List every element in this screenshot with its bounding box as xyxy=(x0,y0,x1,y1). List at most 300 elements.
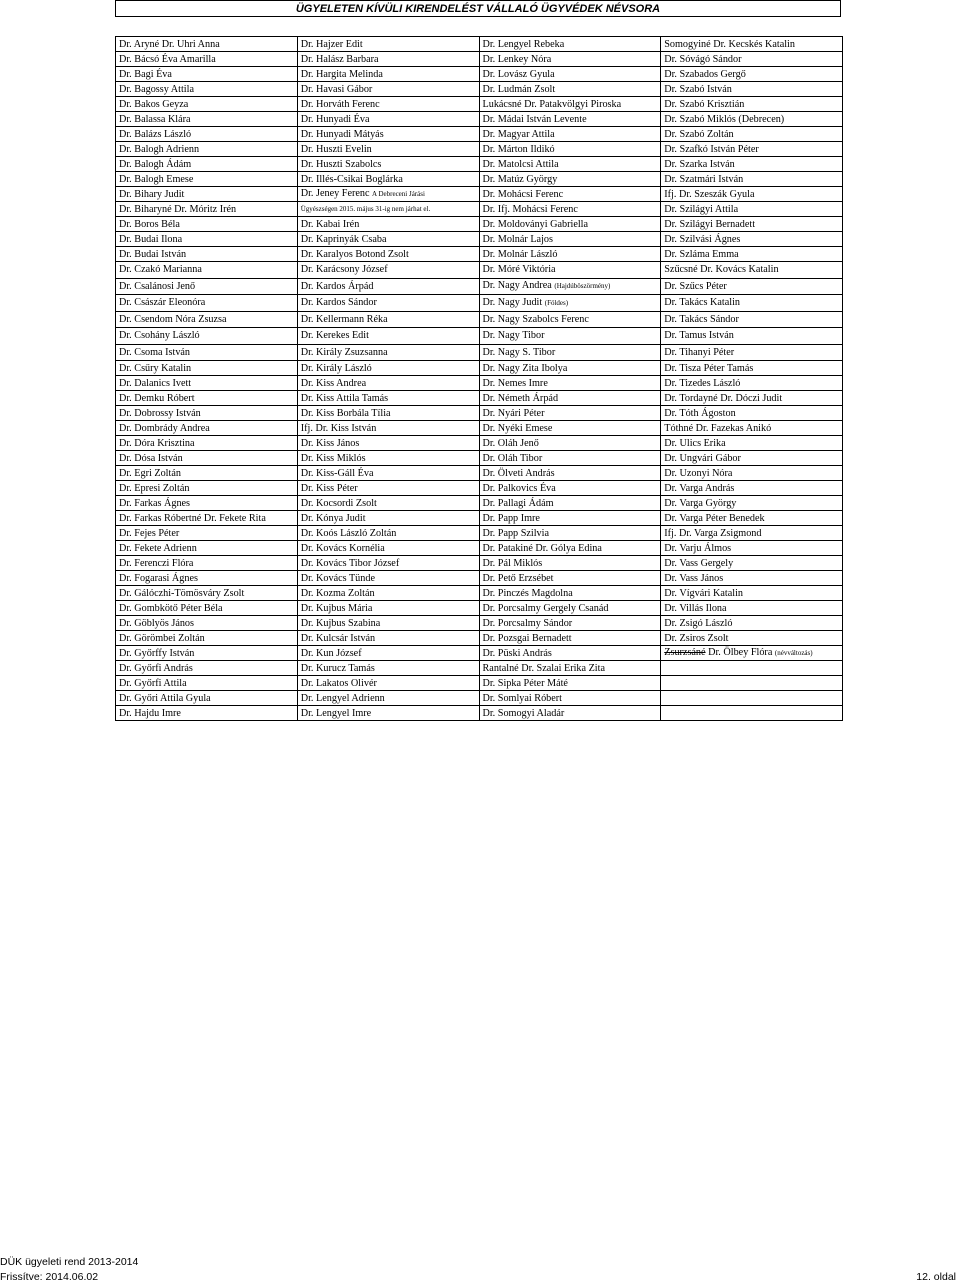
table-cell xyxy=(116,97,298,112)
table-cell xyxy=(661,406,843,421)
table-cell xyxy=(116,67,298,82)
lawyer-name: Dr. Koós László Zoltán xyxy=(300,527,397,539)
lawyer-name: Dr. Matolcsi Attila xyxy=(482,158,559,170)
lawyer-name: Dr. Márton Ildikó xyxy=(482,143,555,155)
lawyer-name: Dr. Szarka István xyxy=(664,158,735,170)
table-cell xyxy=(661,676,843,691)
table-row xyxy=(116,376,843,391)
lawyer-name: Dr. Pallagi Ádám xyxy=(482,497,554,509)
lawyer-name: Dr. Halász Barbara xyxy=(300,53,379,65)
lawyer-name: Dr. Pinczés Magdolna xyxy=(482,587,573,599)
lawyer-name: Dr. Vass Gergely xyxy=(664,557,734,569)
lawyer-name: Dr. Dósa István xyxy=(119,452,183,464)
table-cell xyxy=(661,52,843,67)
table-row xyxy=(116,232,843,247)
table-row xyxy=(116,328,843,345)
table-row xyxy=(116,217,843,232)
table-cell xyxy=(297,586,479,601)
table-cell xyxy=(479,37,661,52)
table-cell xyxy=(479,232,661,247)
lawyer-name: Dr. Somogyi Aladár xyxy=(482,707,565,719)
table-cell xyxy=(479,187,661,202)
lawyer-name: Lukácsné Dr. Patakvölgyi Piroska xyxy=(482,98,622,110)
lawyer-name: Dr. Király László xyxy=(300,362,372,374)
lawyer-name: Dr. Kaprinyák Csaba xyxy=(300,233,387,245)
lawyer-name: Dr. Bihary Judit xyxy=(119,188,185,200)
table-cell xyxy=(297,311,479,328)
table-row xyxy=(116,391,843,406)
table-cell xyxy=(479,436,661,451)
lawyer-name: Dr. Pozsgai Bernadett xyxy=(482,632,572,644)
lawyer-name: Dr. Szafkó István Péter xyxy=(664,143,759,155)
lawyer-name: Dr. Tóth Ágoston xyxy=(664,407,736,419)
table-row xyxy=(116,541,843,556)
table-cell xyxy=(661,376,843,391)
lawyer-name: Dr. Bácsó Éva Amarilla xyxy=(119,53,216,65)
table-cell xyxy=(297,262,479,279)
lawyer-name: Dr. Varju Álmos xyxy=(664,542,732,554)
table-cell xyxy=(661,421,843,436)
table-cell xyxy=(661,601,843,616)
lawyer-name: Dr. Takács Sándor xyxy=(664,313,739,325)
lawyer-name: Dr. Szabó Miklós (Debrecen) xyxy=(664,113,785,125)
lawyer-name: Dr. Karalyos Botond Zsolt xyxy=(300,248,409,260)
table-cell xyxy=(116,187,298,202)
table-row xyxy=(116,526,843,541)
table-row xyxy=(116,676,843,691)
table-cell xyxy=(116,676,298,691)
table-cell xyxy=(479,541,661,556)
table-cell xyxy=(661,172,843,187)
lawyer-name: Dr. Ulics Erika xyxy=(664,437,726,449)
table-cell xyxy=(297,157,479,172)
lawyer-name: Dr. Nagy Zita Ibolya xyxy=(482,362,568,374)
lawyer-name: Dr. Hunyadi Éva xyxy=(300,113,370,125)
table-cell xyxy=(297,37,479,52)
table-cell xyxy=(661,262,843,279)
table-row xyxy=(116,278,843,295)
table-cell xyxy=(661,142,843,157)
lawyer-name: Dr. Kellermann Réka xyxy=(300,313,388,325)
lawyer-name: Dr. Fekete Adrienn xyxy=(119,542,197,554)
lawyer-name: Dr. Balázs László xyxy=(119,128,192,140)
lawyer-name: Dr. Győri Attila Gyula xyxy=(119,692,211,704)
lawyer-name: Dr. Porcsalmy Sándor xyxy=(482,617,573,629)
table-cell xyxy=(479,157,661,172)
table-cell xyxy=(479,172,661,187)
lawyer-name: Dr. Dobrossy István xyxy=(119,407,201,419)
cell-note: (Földes) xyxy=(544,298,569,307)
lawyer-name: Dr. Budai István xyxy=(119,248,187,260)
table-cell xyxy=(661,541,843,556)
lawyer-name: Dr. Aryné Dr. Uhri Anna xyxy=(119,38,220,50)
lawyer-name: Dr. Nagy S. Tibor xyxy=(482,346,556,358)
lawyer-name: Ifj. Dr. Szeszák Gyula xyxy=(664,188,755,200)
table-row xyxy=(116,311,843,328)
table-cell xyxy=(116,344,298,361)
table-row xyxy=(116,361,843,376)
lawyer-name: Dr. Takács Katalin xyxy=(664,297,741,309)
table-cell xyxy=(297,451,479,466)
table-cell xyxy=(116,311,298,328)
table-cell xyxy=(297,526,479,541)
table-cell xyxy=(479,361,661,376)
lawyer-name: Dr. Somlyai Róbert xyxy=(482,692,563,704)
lawyer-name: Dr. Kiss Borbála Tília xyxy=(300,407,391,419)
lawyer-name: Dr. Papp Szilvia xyxy=(482,527,549,539)
table-cell xyxy=(297,247,479,262)
table-row xyxy=(116,202,843,217)
table-cell xyxy=(297,82,479,97)
table-cell xyxy=(116,37,298,52)
table-cell xyxy=(116,82,298,97)
lawyer-name: Dr. Császár Eleonóra xyxy=(119,297,206,309)
table-row xyxy=(116,616,843,631)
lawyer-name: Dr. Kerekes Edit xyxy=(300,330,369,342)
table-row xyxy=(116,451,843,466)
table-cell xyxy=(116,391,298,406)
lawyer-name: Dr. Kiss-Gáll Éva xyxy=(300,467,374,479)
lawyer-name: Dr. Vass János xyxy=(664,572,724,584)
table-cell xyxy=(297,172,479,187)
table-cell xyxy=(116,481,298,496)
table-row xyxy=(116,646,843,661)
lawyer-name: Ifj. Dr. Kiss István xyxy=(300,422,377,434)
table-row xyxy=(116,112,843,127)
lawyer-name: Dr. Kujbus Szabina xyxy=(300,617,381,629)
table-cell xyxy=(116,526,298,541)
lawyer-name: Dr. Lengyel Rebeka xyxy=(482,38,565,50)
table-cell xyxy=(297,466,479,481)
lawyer-name: Dr. Kardos Árpád xyxy=(300,280,374,292)
table-cell xyxy=(116,571,298,586)
table-row xyxy=(116,511,843,526)
cell-note: (névváltozás) xyxy=(774,649,813,657)
table-cell xyxy=(297,112,479,127)
lawyer-name: Dr. Kabai Irén xyxy=(300,218,360,230)
table-cell xyxy=(479,631,661,646)
lawyer-name: Dr. Kiss János xyxy=(300,437,360,449)
table-row xyxy=(116,187,843,202)
table-cell xyxy=(479,202,661,217)
table-cell xyxy=(297,511,479,526)
table-cell xyxy=(297,127,479,142)
table-cell xyxy=(661,187,843,202)
table-cell xyxy=(661,706,843,721)
table-cell xyxy=(479,52,661,67)
lawyer-name: Dr. Mádai István Levente xyxy=(482,113,587,125)
lawyer-name: Dr. Varga András xyxy=(664,482,735,494)
lawyer-name: Dr. Kiss Andrea xyxy=(300,377,367,389)
table-cell xyxy=(661,202,843,217)
table-cell xyxy=(297,646,479,661)
lawyer-name: Dr. Huszti Szabolcs xyxy=(300,158,382,170)
table-cell xyxy=(661,247,843,262)
table-row xyxy=(116,466,843,481)
lawyer-name: Dr. Lakatos Olivér xyxy=(300,677,377,689)
table-cell xyxy=(297,217,479,232)
lawyer-name: Dr. Huszti Evelin xyxy=(300,143,372,155)
lawyer-name: Dr. Nyéki Emese xyxy=(482,422,553,434)
table-cell xyxy=(116,646,298,661)
footer-page-number: 12. oldal xyxy=(916,1271,956,1283)
lawyer-name: Dr. Csalánosi Jenő xyxy=(119,280,196,292)
table-cell xyxy=(479,601,661,616)
table-row xyxy=(116,97,843,112)
table-row xyxy=(116,172,843,187)
table-cell xyxy=(116,328,298,345)
lawyer-name: Dr. Kovács Kornélia xyxy=(300,542,385,554)
table-cell xyxy=(479,661,661,676)
table-row xyxy=(116,586,843,601)
lawyer-name: Dr. Horváth Ferenc xyxy=(300,98,380,110)
table-cell xyxy=(297,391,479,406)
table-cell xyxy=(116,278,298,295)
table-cell xyxy=(297,691,479,706)
lawyer-name: Dr. Ludmán Zsolt xyxy=(482,83,556,95)
lawyer-name: Dr. Göblyös János xyxy=(119,617,194,629)
table-row xyxy=(116,661,843,676)
lawyer-name: Dr. Németh Árpád xyxy=(482,392,559,404)
table-cell xyxy=(116,541,298,556)
lawyer-name: Dr. Patakiné Dr. Gólya Edina xyxy=(482,542,602,554)
table-cell xyxy=(297,616,479,631)
table-cell xyxy=(297,676,479,691)
lawyer-name: Dr. Ölveti András xyxy=(482,467,555,479)
lawyer-name: Dr. Kiss Attila Tamás xyxy=(300,392,389,404)
table-cell xyxy=(297,421,479,436)
table-row xyxy=(116,601,843,616)
footer-schedule-label: DÜK ügyeleti rend 2013-2014 xyxy=(0,1256,139,1268)
lawyer-name: Dr. Papp Imre xyxy=(482,512,540,524)
table-cell xyxy=(661,586,843,601)
lawyer-name: Dr. Balogh Ádám xyxy=(119,158,192,170)
table-cell xyxy=(479,676,661,691)
lawyer-name: Dr. Dalanics Ivett xyxy=(119,377,192,389)
lawyer-name: Dr. Palkovics Éva xyxy=(482,482,556,494)
lawyer-name: Dr. Bagi Éva xyxy=(119,68,172,80)
table-row xyxy=(116,631,843,646)
table-cell xyxy=(479,344,661,361)
table-cell xyxy=(116,262,298,279)
lawyer-name: Dr. Kónya Judit xyxy=(300,512,366,524)
lawyer-name: Dr. Hargita Melinda xyxy=(300,68,383,80)
lawyer-name: Dr. Kiss Péter xyxy=(300,482,358,494)
table-cell xyxy=(116,706,298,721)
lawyer-name: Dr. Budai Ilona xyxy=(119,233,183,245)
lawyer-name: Dr. Oláh Jenő xyxy=(482,437,539,449)
lawyer-name: Dr. Nagy Tibor xyxy=(482,330,545,342)
table-cell xyxy=(479,706,661,721)
lawyer-name: Dr. Farkas Ágnes xyxy=(119,497,191,509)
table-row xyxy=(116,37,843,52)
lawyer-name: Dr. Ungvári Gábor xyxy=(664,452,741,464)
table-cell xyxy=(479,247,661,262)
lawyer-roster-table xyxy=(115,36,843,721)
table-cell xyxy=(116,691,298,706)
lawyer-name: Dr. Jeney Ferenc xyxy=(300,188,370,199)
table-cell xyxy=(116,247,298,262)
table-cell xyxy=(297,52,479,67)
lawyer-name: Dr. Balogh Adrienn xyxy=(119,143,200,155)
lawyer-name: Dr. Nagy Szabolcs Ferenc xyxy=(482,313,589,325)
table-cell xyxy=(661,278,843,295)
table-cell xyxy=(116,436,298,451)
lawyer-name: Dr. Pető Erzsébet xyxy=(482,572,554,584)
lawyer-name: Dr. Karácsony József xyxy=(300,264,388,276)
lawyer-name: Dr. Tordayné Dr. Dóczi Judit xyxy=(664,392,783,404)
table-cell xyxy=(479,67,661,82)
table-cell xyxy=(661,451,843,466)
table-cell xyxy=(479,112,661,127)
lawyer-name: Dr. Mohácsi Ferenc xyxy=(482,188,564,200)
lawyer-name: Dr. Lengyel Adrienn xyxy=(300,692,385,704)
table-cell xyxy=(479,586,661,601)
table-row xyxy=(116,436,843,451)
table-cell xyxy=(297,601,479,616)
table-cell xyxy=(479,556,661,571)
table-cell xyxy=(297,406,479,421)
table-cell xyxy=(479,82,661,97)
table-row xyxy=(116,157,843,172)
lawyer-name: Dr. Győrfi András xyxy=(119,662,193,674)
table-cell xyxy=(661,82,843,97)
table-cell xyxy=(116,112,298,127)
table-cell xyxy=(116,232,298,247)
table-cell xyxy=(116,172,298,187)
table-cell xyxy=(297,376,479,391)
lawyer-name: Dr. Szilágyi Bernadett xyxy=(664,218,756,230)
lawyer-name: Dr. Szilvási Ágnes xyxy=(664,233,741,245)
table-row xyxy=(116,556,843,571)
table-cell xyxy=(297,187,479,202)
table-cell xyxy=(661,37,843,52)
table-cell xyxy=(116,631,298,646)
lawyer-name: Dr. Hajzer Edit xyxy=(300,38,363,50)
table-cell xyxy=(116,361,298,376)
lawyer-name: Dr. Magyar Attila xyxy=(482,128,555,140)
table-row xyxy=(116,344,843,361)
table-row xyxy=(116,691,843,706)
lawyer-name: Dr. Dombrády Andrea xyxy=(119,422,210,434)
table-cell xyxy=(116,421,298,436)
table-row xyxy=(116,706,843,721)
table-cell xyxy=(116,466,298,481)
lawyer-name: Dr. Lovász Gyula xyxy=(482,68,555,80)
table-row xyxy=(116,496,843,511)
lawyer-name: Dr. Farkas Róbertné Dr. Fekete Rita xyxy=(119,512,266,524)
lawyer-name: Dr. Havasi Gábor xyxy=(300,83,373,95)
table-cell xyxy=(479,406,661,421)
table-cell xyxy=(661,526,843,541)
table-cell xyxy=(661,436,843,451)
table-cell xyxy=(116,217,298,232)
lawyer-name: Dr. Tizedes László xyxy=(664,377,741,389)
lawyer-name: Dr. Balassa Klára xyxy=(119,113,191,125)
lawyer-name: Dr. Lengyel Imre xyxy=(300,707,372,719)
lawyer-name: Ifj. Dr. Varga Zsigmond xyxy=(664,527,762,539)
table-cell xyxy=(297,481,479,496)
lawyer-name: Dr. Fogarasi Ágnes xyxy=(119,572,198,584)
table-cell xyxy=(479,526,661,541)
lawyer-name: Dr. Hunyadi Mátyás xyxy=(300,128,384,140)
lawyer-name: Dr. Illés-Csikai Boglárka xyxy=(300,173,403,185)
lawyer-name: Dr. Bakos Geyza xyxy=(119,98,189,110)
table-cell xyxy=(661,344,843,361)
table-cell xyxy=(116,406,298,421)
lawyer-name: Dr. Egri Zoltán xyxy=(119,467,181,479)
lawyer-name: Dr. Lenkey Nóra xyxy=(482,53,552,65)
table-cell xyxy=(661,691,843,706)
table-cell xyxy=(661,127,843,142)
page-title: ÜGYELETEN KÍVÜLI KIRENDELÉST VÁLLALÓ ÜGYVÉDEK NÉVSORA xyxy=(115,0,841,17)
table-cell xyxy=(661,217,843,232)
table-row xyxy=(116,127,843,142)
lawyer-name: Dr. Szabó Zoltán xyxy=(664,128,734,140)
lawyer-name: Dr. Nagy Judit xyxy=(482,296,543,308)
table-row xyxy=(116,421,843,436)
table-cell xyxy=(479,481,661,496)
table-cell xyxy=(116,661,298,676)
table-cell xyxy=(297,541,479,556)
table-cell xyxy=(479,496,661,511)
lawyer-name: Dr. Zsiros Zsolt xyxy=(664,632,729,644)
lawyer-name: Somogyiné Dr. Kecskés Katalin xyxy=(664,38,795,50)
lawyer-name: Dr. Bagossy Attila xyxy=(119,83,194,95)
table-cell xyxy=(116,586,298,601)
lawyer-name: Dr. Csűry Katalin xyxy=(119,362,192,374)
table-cell xyxy=(479,421,661,436)
table-row xyxy=(116,406,843,421)
table-row xyxy=(116,262,843,279)
lawyer-name: Dr. Sipka Péter Máté xyxy=(482,677,568,689)
lawyer-name: Dr. Tamus István xyxy=(664,330,734,342)
table-cell xyxy=(116,616,298,631)
table-cell xyxy=(479,328,661,345)
lawyer-name: Dr. Zsigó László xyxy=(664,617,733,629)
lawyer-name: Dr. Kun József xyxy=(300,647,362,659)
lawyer-name: Dr. Boros Béla xyxy=(119,218,180,230)
table-cell xyxy=(479,127,661,142)
table-cell xyxy=(479,511,661,526)
table-cell xyxy=(116,376,298,391)
lawyer-name: Dr. Ferenczi Flóra xyxy=(119,557,194,569)
table-cell xyxy=(479,616,661,631)
lawyer-name: Dr. Villás Ilona xyxy=(664,602,727,614)
table-cell xyxy=(297,97,479,112)
table-cell xyxy=(116,451,298,466)
lawyer-name: Dr. Epresi Zoltán xyxy=(119,482,190,494)
table-cell xyxy=(661,556,843,571)
table-cell xyxy=(116,127,298,142)
lawyer-name: Dr. Porcsalmy Gergely Csanád xyxy=(482,602,609,614)
table-cell xyxy=(479,295,661,312)
lawyer-name: Dr. Szűcs Péter xyxy=(664,280,727,292)
lawyer-name: Dr. Oláh Tibor xyxy=(482,452,543,464)
lawyer-name: Dr. Görömbei Zoltán xyxy=(119,632,205,644)
lawyer-name: Dr. Nemes Imre xyxy=(482,377,548,389)
lawyer-name: Dr. Ölbey Flóra xyxy=(708,647,773,658)
lawyer-name: Dr. Csohány László xyxy=(119,330,200,342)
table-cell xyxy=(479,391,661,406)
lawyer-name: Dr. Püski András xyxy=(482,647,552,659)
lawyer-name: Dr. Uzonyi Nóra xyxy=(664,467,733,479)
table-cell xyxy=(661,646,843,661)
lawyer-name: Dr. Kurucz Tamás xyxy=(300,662,375,674)
table-cell xyxy=(479,311,661,328)
table-cell xyxy=(116,511,298,526)
lawyer-name: Dr. Kocsordi Zsolt xyxy=(300,497,377,509)
